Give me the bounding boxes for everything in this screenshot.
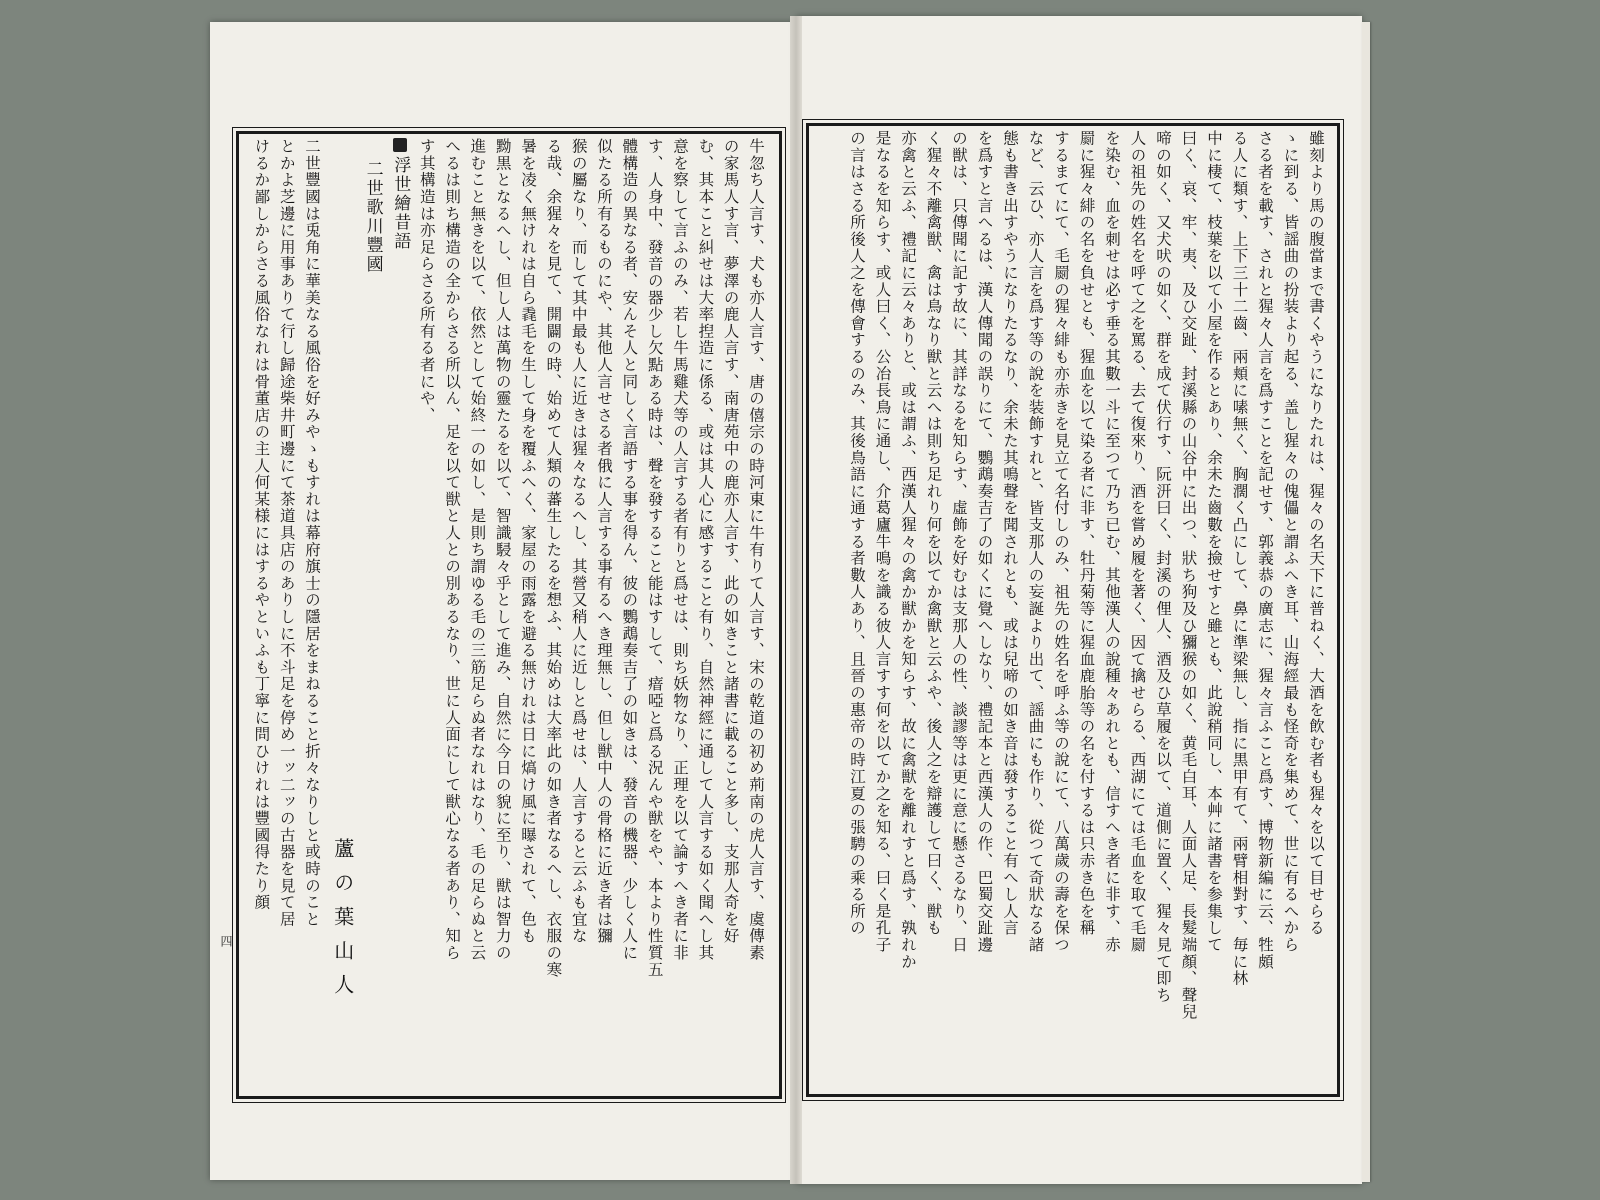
heading-mark-icon: [393, 138, 407, 152]
text-column: の家馬人す言、夢澤の鹿人言す、南唐苑中の鹿亦人言す、此の如きこと諸書に載ること多し、支那人奇を好: [721, 138, 740, 945]
text-column: を染む、血を刺せは必す垂る其數一斗に至つて乃ち已む、其他漢人の說種々あれとも、信すへき者に非す、赤: [1103, 130, 1121, 954]
text-column: など、云ひ、亦人言を爲す等の說を装飾すれと、皆支那人の妄誕より出て、謡曲にも作り、從つて奇狀なる諸: [1026, 130, 1045, 954]
text-column: 意を察して言ふのみ、若し牛馬雞犬等の人言する者有りと爲せは、則ち妖物なり、正理を以て論すへき者に非: [671, 138, 690, 962]
text-column: 體構造の異なる者、安んそ人と同しく言語する事を得ん、彼の鸚鵡奏吉了の如きは、發音の機器、少しく人に: [620, 138, 639, 962]
text-column: 似たる所有るものにや、其他人言せさる者俄に人言する事有るへき理無し、但し獣中人の骨格に近き者は獼: [595, 138, 614, 945]
text-column: 罽に猩々緋の名を負せとも、猩血を以て染る者に非す、牡丹菊等に猩血鹿胎等の名を付するは只赤き色を稱: [1077, 130, 1096, 937]
text-column: 雖刻より馬の腹當まで書くやうになりたれは、猩々の名天下に普ねく、大酒を飲む者も猩々を以て目せらる: [1307, 130, 1325, 937]
text-column: す其構造は亦足らさる所有る者にや、: [417, 138, 436, 424]
author-name: 蘆の葉山人: [330, 838, 355, 1008]
text-column: す、人身中、發音の器少し欠點ある時は、聲を發すること能はすして、瘖啞と爲る況んや獣をや、本より性質五: [645, 138, 664, 978]
text-column: 猴の屬なり、而して其中最も人に近きは猩々なるへし、其營又稍人に近しと爲せは、人言すると云ふも宜な: [569, 138, 588, 945]
text-column: む、其本こと糾せは大率揑造に係る、或は其人心に感すること有り、自然神經に通して人言する如く聞へし其: [696, 138, 715, 962]
text-column: る哉、余猩々を見て、開闢の時、始めて人類の蕃生したるを想ふ、其始めは大率此の如き者なるへし、衣服の寒: [544, 138, 563, 978]
text-column: 是なるを知らす、或人曰く、公冶長鳥に通し、介葛廬牛鳴を識る彼人言すす何を以てか之を知る、曰く是孔子: [873, 130, 892, 954]
right-page-text: [814, 130, 1328, 1084]
text-column: の言はさる所後人之を傳會するのみ、其後鳥語に通する者數人あり、且晉の惠帝の時江夏の張騁の乘る所の: [848, 130, 866, 937]
page-number: 四: [219, 935, 233, 947]
book-gutter: [790, 16, 802, 1184]
page-edge: [1362, 22, 1370, 1182]
text-column: 中に棲て、枝葉を以て小屋を作るとあり、余未た齒數を撿せすと雖とも、此說稍同し、本艸に諸書を参集して: [1205, 130, 1223, 954]
text-column: するまてにて、毛罽の猩々緋も亦赤きを見立て名付しのみ、祖先の姓名を呼ふ等の說にて、八萬歲の壽を保つ: [1052, 130, 1070, 954]
text-column: さる者を載す、されと猩々人言を爲すことを記せす、郭義恭の廣志に、猩々言ふこと爲す、博物新編に云、牲頗: [1256, 130, 1274, 970]
text-column: とかよ芝邊に用事ありて行し歸途柴井町邊にて茶道具店のありしに不斗足を停め一ッ二ッの古器を見て居: [277, 138, 296, 928]
text-column: けるか鄙しからさる風俗なれは骨董店の主人何某様にはするやといふも丁寧に問ひけれは豐國得たり顔: [252, 138, 271, 911]
text-column: 黝黒となるへし、但し人は萬物の靈たるを以て、智識駸々乎として進み、自然に今日の貌に至り、獣は智力の: [493, 138, 512, 962]
text-column: の獣は、只傳聞に記す故に、其詳なるを知らす、虛飾を好むは支那人の性、談謬等は更に意に懸さるなり、日: [950, 130, 968, 954]
text-column: 啼の如く、又犬吠の如く、群を成て伏行す、阮汧曰く、封溪の俚人、酒及ひ草履を以て、道側に置く、猩々見て即ち: [1154, 130, 1172, 1004]
text-column: 人の祖先の姓名を呼て之を罵る、去て復來り、酒を嘗め履を著く、因て擒せらる、西湖にては毛血を取て毛罽: [1128, 130, 1147, 954]
section-heading: [386, 138, 414, 1086]
text-column: 二世豐國は兎角に華美なる風俗を好みやゝもすれは幕府旗士の隱居をまねること折々なりしと或時のこと: [303, 138, 322, 928]
left-page-text: [248, 138, 768, 1086]
text-column: 暑を凌く無けれは自ら毳毛を生して身を覆ふへく、家屋の雨露を避る無けれは日に熇け風に曝されて、色も: [519, 138, 538, 945]
section-subtitle: 二世歌川豐國: [362, 160, 383, 274]
text-column: 態も書き出すやうになりたるなり、余未た其鳴聲を聞されとも、或は兒啼の如き音は發すること有へし人言: [1001, 130, 1019, 937]
text-column: を爲すと言へるは、漢人傳聞の誤りにて、鸚鵡奏吉了の如くに覺へしなり、禮記本と西漢人の作、巴蜀交趾邊: [975, 130, 994, 954]
text-column: へるは則ち構造の全からさる所以ん、足を以て獣と人との別あるなり、世に人面にして獣心なる者あり、知ら: [443, 138, 462, 962]
text-column: く猩々不離禽獣、禽は鳥なり獣と云へは則ち足れり何を以てか禽獣と云ふや、後人之を辯護して曰く、獣も: [924, 130, 943, 937]
text-column: 亦禽と云ふ、禮記に云々ありと、或は謂ふ、西漢人猩々の禽か獣かを知らす、故に禽獣を離れすと爲す、孰れか: [899, 130, 917, 970]
text-column: 進むこと無きを以て、依然として始終一の如し、是則ち謂ゆる毛の三筋足らぬ者なれはなり、毛の足らぬと云: [468, 138, 487, 962]
text-column: る人に類す、上下三十二齒、兩頬に嗉無く、胸濶く凸にして、鼻に準梁無し、指に黒甲有て、兩臂相對す、毎に林: [1230, 130, 1249, 987]
text-column: ゝに到る、皆謡曲の扮装より起る、盖し猩々の傀儡と謂ふへき耳、山海經最も怪奇を集めて、世に有るへから: [1281, 130, 1300, 954]
text-column: 牛忽ち人言す、犬も亦人言す、唐の僖宗の時河東に牛有りて人言す、宋の乾道の初め荊南の虎人言す、虞傳素: [747, 138, 765, 962]
section-heading-text: 浮世繪昔語: [390, 156, 411, 251]
text-column: 曰く、哀、牢、夷、及ひ交趾、封溪縣の山谷中に出つ、狀ち狗及ひ獼猴の如く、黄毛白耳、人面人足、長髮端顏、聲兒: [1179, 130, 1198, 1021]
